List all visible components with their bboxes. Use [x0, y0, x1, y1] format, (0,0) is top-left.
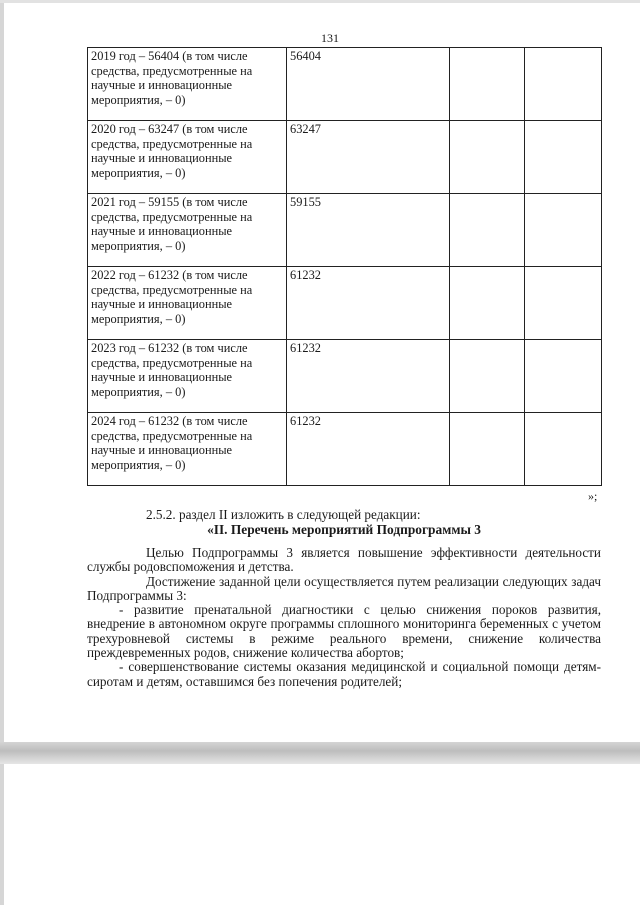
- empty-cell: [525, 121, 602, 194]
- year-funding-cell: 2022 год – 61232 (в том числе средства, предусмотренные на научные и инновационные мероприятия, – 0): [88, 267, 287, 340]
- year-funding-cell: 2023 год – 61232 (в том числе средства, предусмотренные на научные и инновационные мероприятия, – 0): [88, 340, 287, 413]
- funding-table: [87, 47, 602, 486]
- list-item: - развитие пренатальной диагностики с целью снижения пороков развития, внедрение в автономном округе программы сплошного мониторинга беременных с учетом трехуровневой системы в режиме реального времени, снижение количества преждевременных родов, снижение количества абортов;: [87, 602, 601, 661]
- section-heading: «II. Перечень мероприятий Подпрограммы 3: [207, 522, 481, 537]
- empty-cell: [450, 413, 525, 486]
- amount-cell: 61232: [287, 413, 450, 486]
- amount-cell: 61232: [287, 267, 450, 340]
- table-row: [88, 48, 602, 121]
- empty-cell: [525, 413, 602, 486]
- table-row: [88, 267, 602, 340]
- page-bottom-edge: [0, 742, 640, 764]
- paragraph: Достижение заданной цели осуществляется путем реализации следующих задач Подпрограммы 3:: [87, 573, 601, 603]
- year-funding-cell: 2024 год – 61232 (в том числе средства, предусмотренные на научные и инновационные мероприятия, – 0): [88, 413, 287, 486]
- amount-cell: 59155: [287, 194, 450, 267]
- scan-edge-left: [0, 0, 4, 905]
- table-row: [88, 194, 602, 267]
- year-funding-cell: 2021 год – 59155 (в том числе средства, предусмотренные на научные и инновационные мероприятия, – 0): [88, 194, 287, 267]
- empty-cell: [450, 194, 525, 267]
- closing-quote-mark: »;: [588, 489, 598, 503]
- empty-cell: [450, 340, 525, 413]
- empty-cell: [450, 267, 525, 340]
- year-funding-cell: 2019 год – 56404 (в том числе средства, предусмотренные на научные и инновационные мероприятия, – 0): [88, 48, 287, 121]
- empty-cell: [525, 340, 602, 413]
- empty-cell: [525, 194, 602, 267]
- table-row: [88, 340, 602, 413]
- empty-cell: [525, 48, 602, 121]
- year-funding-cell: 2020 год – 63247 (в том числе средства, предусмотренные на научные и инновационные мероприятия, – 0): [88, 121, 287, 194]
- paragraph: Целью Подпрограммы 3 является повышение эффективности деятельности службы родовспоможения и детства.: [87, 545, 601, 575]
- amount-cell: 61232: [287, 340, 450, 413]
- page-number: 131: [321, 31, 339, 45]
- section-instruction: 2.5.2. раздел II изложить в следующей редакции:: [146, 507, 421, 522]
- amount-cell: 63247: [287, 121, 450, 194]
- empty-cell: [450, 48, 525, 121]
- table-row: [88, 121, 602, 194]
- amount-cell: 56404: [287, 48, 450, 121]
- list-item: - совершенствование системы оказания медицинской и социальной помощи детям-сиротам и детям, оставшимся без попечения родителей;: [87, 659, 601, 689]
- scan-edge-top: [0, 0, 640, 3]
- table-row: [88, 413, 602, 486]
- empty-cell: [525, 267, 602, 340]
- empty-cell: [450, 121, 525, 194]
- body-text: [87, 546, 601, 689]
